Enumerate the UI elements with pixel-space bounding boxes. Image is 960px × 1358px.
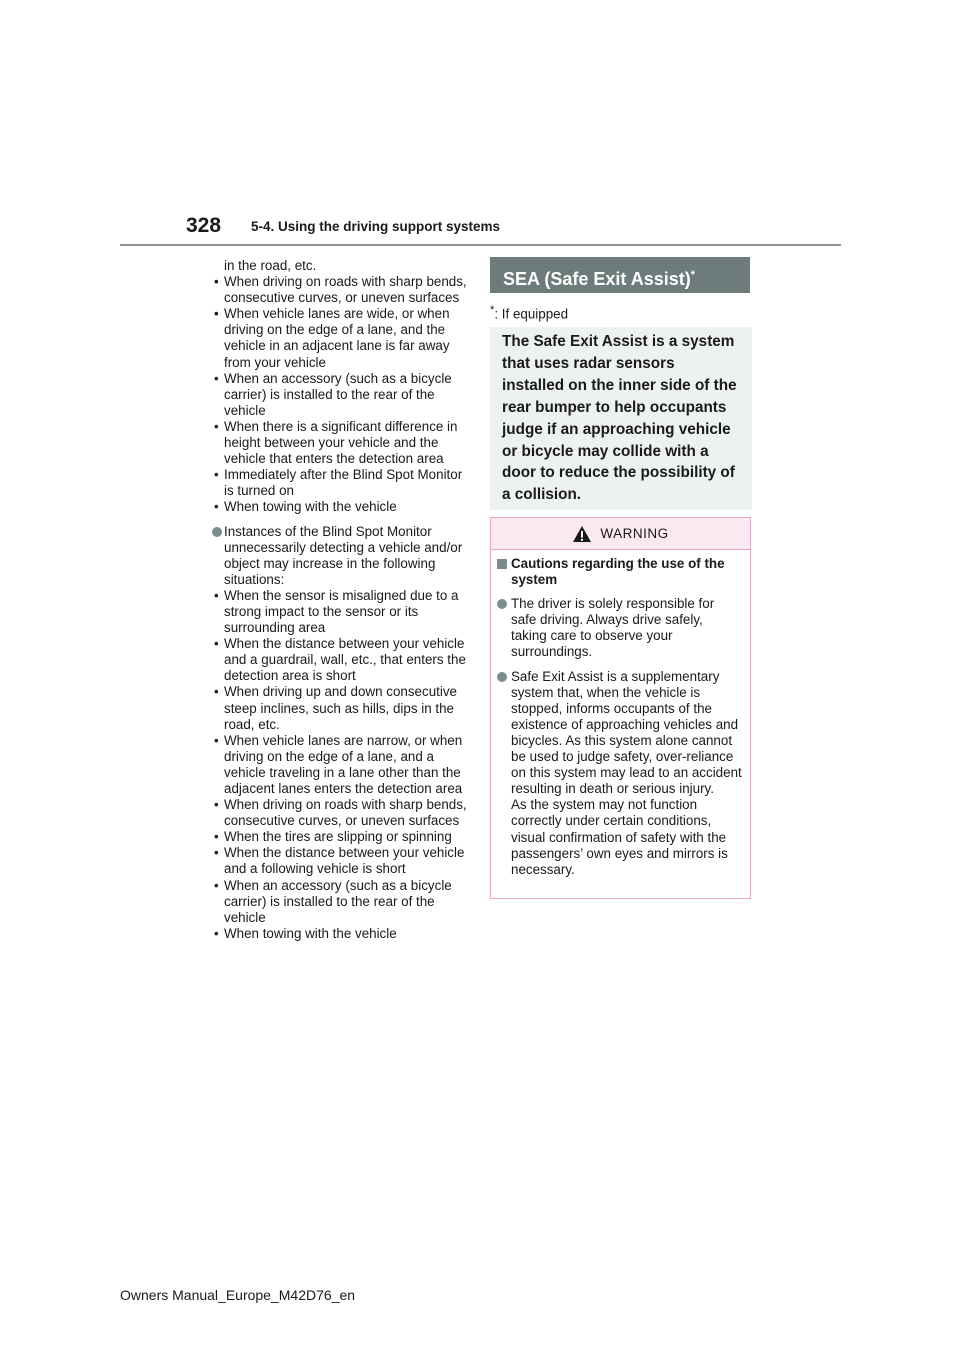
warning-item-text: The driver is solely responsible for safe driving. Always drive safely, taking care to observe your surroundings. — [511, 596, 715, 660]
warning-subheading-text: Cautions regarding the use of the system — [511, 556, 725, 588]
bullet-item: • When the tires are slipping or spinning — [212, 829, 474, 845]
sea-heading-text: SEA (Safe Exit Assist) — [503, 269, 691, 289]
bullet-item: • When towing with the vehicle — [212, 499, 474, 515]
warning-triangle-icon — [572, 525, 592, 543]
warning-item — [497, 669, 742, 878]
page-number: 328 — [186, 214, 222, 237]
bullet-item: • When an accessory (such as a bicycle carrier) is installed to the rear of the vehicle — [212, 371, 474, 419]
circle-bullet-icon — [497, 599, 507, 609]
bullet-item: • When the distance between your vehicle and a guardrail, wall, etc., that enters the detection area is short — [212, 636, 474, 684]
bullet-item: • When towing with the vehicle — [212, 926, 474, 942]
circle-item — [212, 524, 474, 588]
warning-box — [490, 517, 751, 899]
bullet-item: • When driving on roads with sharp bends, consecutive curves, or uneven surfaces — [212, 274, 474, 306]
bullet-item: • When driving up and down consecutive steep inclines, such as hills, dips in the road, etc. — [212, 684, 474, 732]
sea-heading-banner — [490, 257, 750, 293]
warning-label: WARNING — [600, 526, 669, 541]
circle-bullet-icon — [212, 527, 222, 537]
footnote — [490, 304, 568, 321]
sea-heading-asterisk: * — [690, 269, 696, 281]
warning-subheading — [497, 556, 742, 588]
left-column — [212, 258, 474, 942]
bullet-item: • When there is a significant difference in height between your vehicle and the vehicle that enters the detection area — [212, 419, 474, 467]
continuation-text: in the road, etc. — [224, 258, 317, 273]
bullet-item: • When vehicle lanes are narrow, or when driving on the edge of a lane, and a vehicle traveling in a lane other than the adjacent lanes enters the detection area — [212, 733, 474, 797]
bullet-item: • When an accessory (such as a bicycle carrier) is installed to the rear of the vehicle — [212, 878, 474, 926]
warning-item — [497, 596, 742, 660]
bullet-item: • When the distance between your vehicle and a following vehicle is short — [212, 845, 474, 877]
header-rule — [120, 244, 841, 246]
circle-item-text: Instances of the Blind Spot Monitor unnecessarily detecting a vehicle and/or object may increase in the following situations: — [224, 523, 463, 587]
footer-text: Owners Manual_Europe_M42D76_en — [120, 1287, 356, 1303]
bullet-item: • Immediately after the Blind Spot Monitor is turned on — [212, 467, 474, 499]
bullet-item: • When vehicle lanes are wide, or when driving on the edge of a lane, and the vehicle in an adjacent lane is far away from your vehicle — [212, 306, 474, 370]
warning-item-text-cont: As the system may not function correctly under certain conditions, visual confirmation of safety with the passengers’ own eyes and mirrors is necessary. — [511, 797, 728, 877]
footnote-text: : If equipped — [494, 306, 569, 322]
square-bullet-icon — [497, 559, 507, 569]
warning-item-text: Safe Exit Assist is a supplementary system that, when the vehicle is stopped, informs occupants of the existence of approaching vehicles and bicycles. As this system alone cannot be used to judge safety, over-reliance on this system may lead to an accident resulting in death or serious injury. — [511, 668, 742, 797]
section-title: 5-4. Using the driving support systems — [251, 219, 501, 234]
warning-header — [491, 518, 750, 550]
footnote-mark: * — [490, 304, 495, 316]
warning-body — [491, 550, 750, 878]
bullet-item: • When driving on roads with sharp bends, consecutive curves, or uneven surfaces — [212, 797, 474, 829]
bullet-item: • When the sensor is misaligned due to a strong impact to the sensor or its surrounding area — [212, 588, 474, 636]
circle-bullet-icon — [497, 672, 507, 682]
sea-summary-box: The Safe Exit Assist is a system that uses radar sensors installed on the inner side of the rear bumper to help occupants judge if an approaching vehicle or bicycle may collide with a door to reduce the possibility of a collision. — [490, 327, 752, 510]
